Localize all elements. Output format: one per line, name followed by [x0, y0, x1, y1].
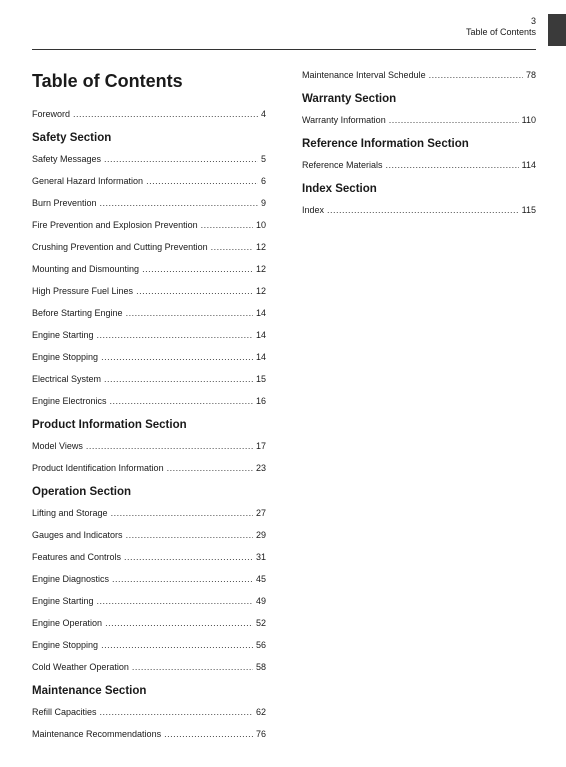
toc-entry-label: Engine Starting [32, 330, 94, 340]
toc-entry-maintenance-interval-schedule[interactable] [302, 70, 536, 92]
toc-entry-page-number: 14 [255, 308, 266, 318]
page-header [0, 0, 566, 50]
toc-entry-page-number: 49 [255, 596, 266, 606]
toc-right-column [302, 70, 536, 227]
toc-entry-page-number: 110 [521, 115, 536, 125]
toc-entry-page-number: 14 [255, 352, 266, 362]
toc-entry-page-number: 17 [255, 441, 266, 451]
toc-entry-label: General Hazard Information [32, 176, 144, 186]
toc-entry-page-number: 15 [255, 374, 266, 384]
toc-entry-refill-capacities[interactable] [32, 707, 266, 729]
dot-leader [105, 618, 253, 629]
section-heading-index-section: Index Section [302, 183, 377, 195]
dot-leader [86, 441, 253, 452]
dot-leader [146, 176, 258, 187]
toc-entry-product-identification-information[interactable] [32, 463, 266, 485]
toc-entry-crushing-prevention-and-cutting-prevention[interactable] [32, 242, 266, 264]
toc-entry-label: Engine Operation [32, 618, 103, 628]
toc-entry-foreword[interactable] [32, 109, 266, 131]
toc-entry-label: Gauges and Indicators [32, 530, 123, 540]
toc-entry-index[interactable] [302, 205, 536, 227]
toc-entry-label: Warranty Information [302, 115, 386, 125]
dot-leader [104, 374, 253, 385]
toc-entry-page-number: 115 [521, 205, 536, 215]
toc-entry-fire-prevention-and-explosion-prevention[interactable] [32, 220, 266, 242]
dot-leader [101, 352, 253, 363]
toc-entry-label: Engine Starting [32, 596, 94, 606]
toc-entry-electrical-system[interactable] [32, 374, 266, 396]
toc-entry-engine-electronics[interactable] [32, 396, 266, 418]
toc-entry-page-number: 9 [260, 198, 266, 208]
toc-left-column [32, 70, 266, 751]
toc-entry-before-starting-engine[interactable] [32, 308, 266, 330]
toc-entry-label: Features and Controls [32, 552, 122, 562]
toc-entry-page-number: 5 [260, 154, 266, 164]
page-title: Table of Contents [32, 71, 183, 91]
dot-leader [132, 662, 253, 673]
dot-leader [136, 286, 253, 297]
toc-entry-page-number: 16 [255, 396, 266, 406]
dot-leader [100, 707, 253, 718]
toc-entry-label: Refill Capacities [32, 707, 97, 717]
dot-leader [110, 396, 253, 407]
toc-entry-page-number: 76 [255, 729, 266, 739]
toc-entry-burn-prevention[interactable] [32, 198, 266, 220]
section-heading-warranty-section: Warranty Section [302, 93, 397, 105]
dot-leader [101, 640, 253, 651]
toc-entry-label: Fire Prevention and Explosion Prevention [32, 220, 198, 230]
toc-entry-page-number: 31 [255, 552, 266, 562]
toc-entry-page-number: 45 [255, 574, 266, 584]
toc-entry-page-number: 4 [260, 109, 266, 119]
dot-leader [104, 154, 258, 165]
toc-entry-general-hazard-information[interactable] [32, 176, 266, 198]
toc-entry-page-number: 6 [260, 176, 266, 186]
dot-leader [97, 596, 253, 607]
section-thumb-tab [548, 14, 566, 46]
toc-entry-reference-materials[interactable] [302, 160, 536, 182]
toc-entry-gauges-and-indicators[interactable] [32, 530, 266, 552]
toc-entry-label: Product Identification Information [32, 463, 164, 473]
toc-entry-label: Before Starting Engine [32, 308, 123, 318]
dot-leader [126, 530, 253, 541]
toc-entry-engine-starting[interactable] [32, 596, 266, 618]
section-heading-operation-section: Operation Section [32, 486, 132, 498]
toc-entry-lifting-and-storage[interactable] [32, 508, 266, 530]
toc-entry-page-number: 12 [255, 286, 266, 296]
toc-entry-page-number: 114 [521, 160, 536, 170]
toc-entry-page-number: 56 [255, 640, 266, 650]
dot-leader [164, 729, 253, 740]
toc-entry-high-pressure-fuel-lines[interactable] [32, 286, 266, 308]
toc-entry-label: Foreword [32, 109, 71, 119]
header-divider [32, 49, 536, 50]
dot-leader [112, 574, 253, 585]
toc-entry-page-number: 62 [255, 707, 266, 717]
dot-leader [201, 220, 253, 231]
toc-entry-label: Cold Weather Operation [32, 662, 129, 672]
toc-entry-label: Engine Stopping [32, 352, 99, 362]
toc-entry-label: Lifting and Storage [32, 508, 108, 518]
dot-leader [97, 330, 253, 341]
dot-leader [386, 160, 519, 171]
toc-entry-label: Model Views [32, 441, 83, 451]
toc-entry-page-number: 27 [255, 508, 266, 518]
running-header-title: Table of Contents [465, 27, 536, 37]
dot-leader [142, 264, 253, 275]
toc-entry-label: Index [302, 205, 325, 215]
toc-entry-model-views[interactable] [32, 441, 266, 463]
toc-entry-label: Crushing Prevention and Cutting Prevention [32, 242, 208, 252]
toc-entry-label: Electrical System [32, 374, 102, 384]
toc-entry-label: Engine Stopping [32, 640, 99, 650]
toc-entry-page-number: 23 [255, 463, 266, 473]
toc-entry-label: Safety Messages [32, 154, 102, 164]
toc-entry-safety-messages[interactable] [32, 154, 266, 176]
dot-leader [100, 198, 258, 209]
dot-leader [389, 115, 519, 126]
toc-entry-engine-diagnostics[interactable] [32, 574, 266, 596]
toc-entry-warranty-information[interactable] [302, 115, 536, 137]
toc-entry-engine-stopping[interactable] [32, 352, 266, 374]
toc-entry-page-number: 29 [255, 530, 266, 540]
dot-leader [126, 308, 253, 319]
toc-entry-label: High Pressure Fuel Lines [32, 286, 134, 296]
section-heading-safety-section: Safety Section [32, 132, 112, 144]
toc-entry-label: Burn Prevention [32, 198, 97, 208]
dot-leader [111, 508, 253, 519]
toc-entry-label: Engine Electronics [32, 396, 107, 406]
toc-entry-engine-stopping[interactable] [32, 640, 266, 662]
dot-leader [124, 552, 253, 563]
toc-entry-label: Reference Materials [302, 160, 383, 170]
toc-entry-page-number: 12 [255, 242, 266, 252]
toc-entry-label: Maintenance Recommendations [32, 729, 162, 739]
toc-entry-page-number: 78 [525, 70, 536, 80]
section-heading-maintenance-section: Maintenance Section [32, 685, 147, 697]
toc-entry-engine-starting[interactable] [32, 330, 266, 352]
dot-leader [167, 463, 253, 474]
toc-entry-label: Maintenance Interval Schedule [302, 70, 426, 80]
dot-leader [211, 242, 253, 253]
toc-entry-maintenance-recommendations[interactable] [32, 729, 266, 751]
section-heading-product-information-section: Product Information Section [32, 419, 187, 431]
toc-entry-cold-weather-operation[interactable] [32, 662, 266, 684]
toc-entry-features-and-controls[interactable] [32, 552, 266, 574]
section-heading-reference-information-section: Reference Information Section [302, 138, 469, 150]
dot-leader [73, 109, 258, 120]
toc-entry-page-number: 10 [255, 220, 266, 230]
toc-entry-label: Engine Diagnostics [32, 574, 110, 584]
toc-entry-page-number: 52 [255, 618, 266, 628]
toc-entry-mounting-and-dismounting[interactable] [32, 264, 266, 286]
dot-leader [327, 205, 519, 216]
dot-leader [429, 70, 523, 81]
page-number: 3 [530, 16, 536, 26]
toc-entry-label: Mounting and Dismounting [32, 264, 140, 274]
toc-entry-page-number: 14 [255, 330, 266, 340]
toc-entry-page-number: 12 [255, 264, 266, 274]
toc-entry-page-number: 58 [255, 662, 266, 672]
toc-entry-engine-operation[interactable] [32, 618, 266, 640]
